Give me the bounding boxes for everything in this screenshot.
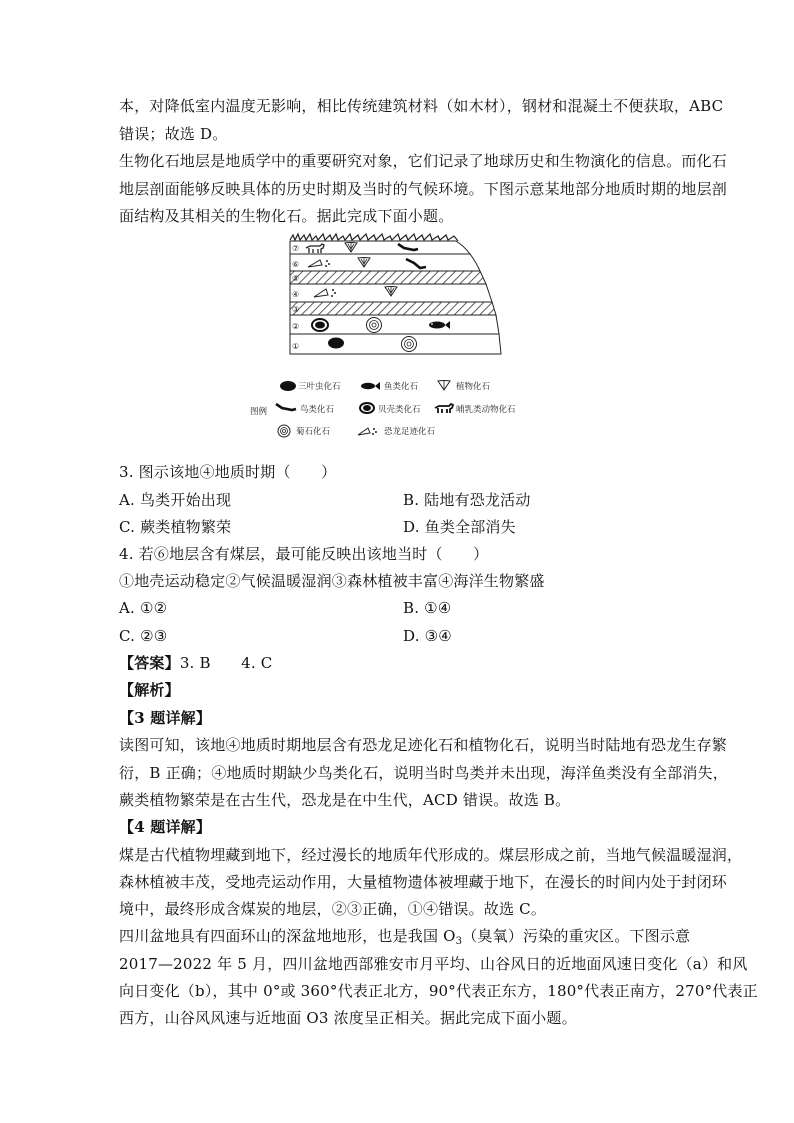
layer-label-5: ⑤ [292, 274, 300, 283]
paragraph-line: 蕨类植物繁荣是在古生代，恐龙是在中生代，ACD 错误。故选 B。 [119, 791, 571, 809]
question-3-stem: 3. 图示该地④地质时期（ ） [119, 463, 337, 481]
paragraph-line: 错误；故选 D。 [119, 125, 228, 143]
ammonite-fossil-icon [402, 337, 417, 352]
legend-fish: 鱼类化石 [384, 382, 419, 392]
answer-text: 3. B 4. C [179, 654, 273, 672]
q4-detail-title: 【4 题详解】 [119, 818, 212, 836]
option-a: A. ①② [119, 599, 168, 617]
layer-label-7: ⑦ [292, 244, 300, 253]
plant-legend-icon [438, 381, 450, 391]
layer-label-1: ① [292, 342, 300, 351]
paragraph-line: 地层剖面能够反映具体的历史时期及当时的气候环境。下图示意某地部分地质时期的地层剖 [119, 180, 728, 198]
fish-legend-icon [361, 382, 380, 390]
layer-label-2: ② [292, 322, 300, 331]
ammonite-legend-icon [278, 425, 290, 437]
shell-fossil-icon [312, 319, 328, 331]
option-b: B. ①④ [403, 599, 452, 617]
text-segment: 四川盆地具有四面环山的深盆地地形，也是我国 O [119, 927, 456, 945]
answer-line [119, 653, 675, 673]
paragraph-line: 2017—2022 年 5 月，四川盆地西部雅安市月平均、山谷风日的近地面风速日变化（a）和风 [119, 955, 748, 973]
ammonite-fossil-icon [367, 318, 382, 333]
option-b: B. 陆地有恐龙活动 [403, 491, 531, 509]
layer-label-4: ④ [292, 290, 300, 299]
paragraph-line: 面结构及其相关的生物化石。据此完成下面小题。 [119, 207, 454, 225]
paragraph-line: 读图可知，该地④地质时期地层含有恐龙足迹化石和植物化石，说明当时陆地有恐龙生存繁 [119, 736, 728, 754]
mammal-legend-icon [435, 404, 453, 413]
dinosaur-legend-icon [358, 428, 377, 435]
grass-surface [290, 234, 458, 241]
question-3-options-row-1 [119, 490, 675, 510]
paragraph-line [119, 926, 691, 952]
legend-ammonite: 菊石化石 [296, 427, 331, 437]
layer-label-6: ⑥ [292, 260, 300, 269]
layer-label-3: ③ [292, 305, 300, 314]
option-c: C. ②③ [119, 627, 168, 645]
legend-mammal: 哺乳类动物化石 [456, 405, 516, 415]
legend-plant: 植物化石 [456, 382, 491, 392]
question-4-stem: 4. 若⑥地层含有煤层，最可能反映出该地当时（ ） [119, 545, 489, 563]
paragraph-line: 向日变化（b），其中 0°或 360°代表正北方，90°代表正东方，180°代表正南方，270°代表正 [119, 982, 758, 1000]
question-4-options-row-1 [119, 598, 675, 618]
q3-detail-title: 【3 题详解】 [119, 709, 212, 727]
paragraph-line: 生物化石地层是地质学中的重要研究对象，它们记录了地球历史和生物演化的信息。而化石 [119, 152, 728, 170]
paragraph-line: 境中，最终形成含煤炭的地层，②③正确，①④错误。故选 C。 [119, 900, 547, 918]
answer-label: 【答案】 [119, 654, 180, 672]
bird-legend-icon [276, 404, 296, 410]
subscript-3: 3 [455, 936, 463, 947]
text-segment: （臭氧）污染的重灾区。下图示意 [462, 927, 691, 945]
paragraph-line: 煤是古代植物埋藏到地下，经过漫长的地质年代形成的。煤层形成之前，当地气候温暖湿润， [119, 846, 743, 864]
paragraph-line: 西方，山谷风风速与近地面 O3 浓度呈正相关。据此完成下面小题。 [119, 1009, 577, 1027]
legend-bird: 鸟类化石 [300, 405, 335, 415]
legend-dinosaur: 恐龙足迹化石 [384, 427, 436, 437]
option-d: D. ③④ [403, 627, 452, 645]
shell-legend-icon [360, 403, 374, 413]
question-4-options-row-2 [119, 626, 675, 646]
question-3-options-row-2 [119, 517, 675, 537]
trilobite-legend-icon [280, 381, 296, 391]
paragraph-line: 衍，B 正确；④地质时期缺少鸟类化石，说明当时鸟类并未出现，海洋鱼类没有全部消失， [119, 764, 728, 782]
question-4-choices: ①地壳运动稳定②气候温暖湿润③森林植被丰富④海洋生物繁盛 [119, 572, 545, 590]
option-d: D. 鱼类全部消失 [403, 518, 516, 536]
paragraph-line: 森林植被丰茂，受地壳运动作用，大量植物遗体被埋藏于地下，在漫长的时间内处于封闭环 [119, 873, 728, 891]
legend-trilobite: 三叶虫化石 [298, 382, 341, 392]
option-a: A. 鸟类开始出现 [119, 491, 232, 509]
paragraph-line: 本，对降低室内温度无影响，相比传统建筑材料（如木材），钢材和混凝土不便获取，ABC [119, 97, 724, 115]
legend-title: 图例 [250, 407, 268, 417]
trilobite-fossil-icon [328, 338, 344, 349]
option-c: C. 蕨类植物繁荣 [119, 518, 232, 536]
analysis-label: 【解析】 [119, 681, 180, 699]
legend-shell: 贝壳类化石 [378, 405, 421, 415]
strata-fossil-figure [248, 232, 548, 442]
